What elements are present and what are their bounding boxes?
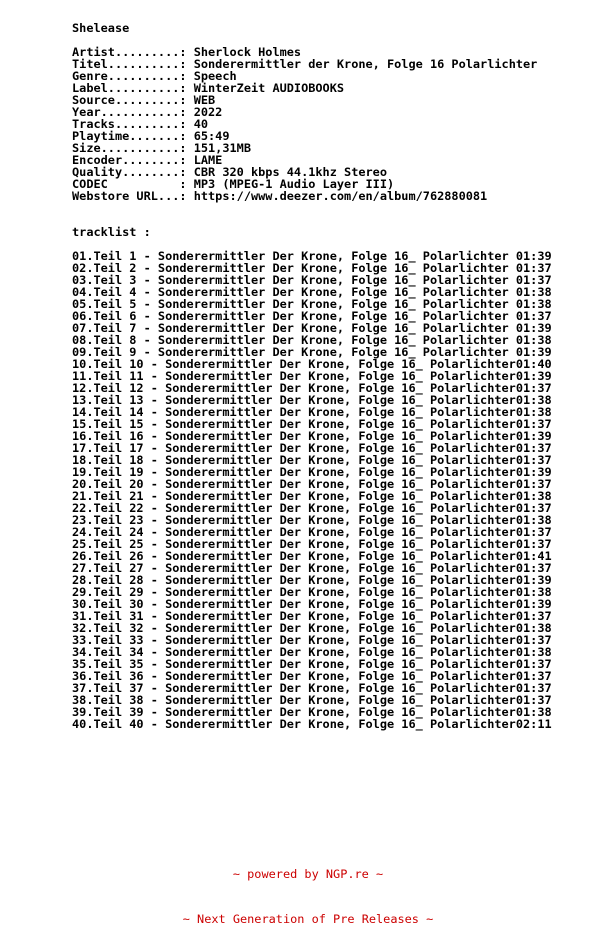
- track-row: 01.Teil 1 - Sonderermittler Der Krone, Folge 16_ Polarlichter 01:39: [72, 249, 552, 263]
- info-key: Artist.........:: [72, 45, 194, 59]
- track-row: 17.Teil 17 - Sonderermittler Der Krone, Folge 16_ Polarlichter01:37: [72, 441, 552, 455]
- track-row: 09.Teil 9 - Sonderermittler Der Krone, Folge 16_ Polarlichter 01:39: [72, 345, 552, 359]
- info-value: MP3 (MPEG-1 Audio Layer III): [193, 177, 395, 191]
- info-key: Genre..........:: [72, 69, 194, 83]
- info-value: 2022: [193, 105, 223, 119]
- info-key: Playtime.......:: [72, 129, 194, 143]
- info-key: Titel..........:: [72, 57, 194, 71]
- track-row: 15.Teil 15 - Sonderermittler Der Krone, Folge 16_ Polarlichter01:37: [72, 417, 552, 431]
- track-row: 26.Teil 26 - Sonderermittler Der Krone, Folge 16_ Polarlichter01:41: [72, 549, 552, 563]
- footer-tagline: ~ Next Generation of Pre Releases ~: [182, 912, 434, 926]
- track-row: 06.Teil 6 - Sonderermittler Der Krone, Folge 16_ Polarlichter 01:37: [72, 309, 552, 323]
- track-row: 10.Teil 10 - Sonderermittler Der Krone, Folge 16_ Polarlichter01:40: [72, 357, 552, 371]
- track-row: 29.Teil 29 - Sonderermittler Der Krone, Folge 16_ Polarlichter01:38: [72, 585, 552, 599]
- tracklist: [72, 250, 552, 730]
- track-row: 22.Teil 22 - Sonderermittler Der Krone, Folge 16_ Polarlichter01:37: [72, 501, 552, 515]
- track-row: 16.Teil 16 - Sonderermittler Der Krone, Folge 16_ Polarlichter01:39: [72, 429, 552, 443]
- track-row: 14.Teil 14 - Sonderermittler Der Krone, Folge 16_ Polarlichter01:38: [72, 405, 552, 419]
- footer: [0, 837, 616, 942]
- track-row: 23.Teil 23 - Sonderermittler Der Krone, Folge 16_ Polarlichter01:38: [72, 513, 552, 527]
- track-row: 19.Teil 19 - Sonderermittler Der Krone, Folge 16_ Polarlichter01:39: [72, 465, 552, 479]
- info-key: Year...........:: [72, 105, 194, 119]
- track-row: 31.Teil 31 - Sonderermittler Der Krone, Folge 16_ Polarlichter01:37: [72, 609, 552, 623]
- info-key: Quality........:: [72, 165, 194, 179]
- track-row: 18.Teil 18 - Sonderermittler Der Krone, Folge 16_ Polarlichter01:37: [72, 453, 552, 467]
- release-title: Shelease: [72, 21, 130, 35]
- info-value: 151,31MB: [193, 141, 251, 155]
- nfo-document: [72, 22, 552, 730]
- info-value: WEB: [193, 93, 216, 107]
- track-row: 33.Teil 33 - Sonderermittler Der Krone, Folge 16_ Polarlichter01:37: [72, 633, 552, 647]
- track-row: 37.Teil 37 - Sonderermittler Der Krone, Folge 16_ Polarlichter01:37: [72, 681, 552, 695]
- track-row: 32.Teil 32 - Sonderermittler Der Krone, Folge 16_ Polarlichter01:38: [72, 621, 552, 635]
- track-row: 39.Teil 39 - Sonderermittler Der Krone, Folge 16_ Polarlichter01:38: [72, 705, 552, 719]
- track-row: 13.Teil 13 - Sonderermittler Der Krone, Folge 16_ Polarlichter01:38: [72, 393, 552, 407]
- track-row: 27.Teil 27 - Sonderermittler Der Krone, Folge 16_ Polarlichter01:37: [72, 561, 552, 575]
- track-row: 12.Teil 12 - Sonderermittler Der Krone, Folge 16_ Polarlichter01:37: [72, 381, 552, 395]
- info-value: CBR 320 kbps 44.1khz Stereo: [193, 165, 387, 179]
- info-value: Sherlock Holmes: [193, 45, 302, 59]
- info-key: Tracks.........:: [72, 117, 194, 131]
- track-row: 04.Teil 4 - Sonderermittler Der Krone, Folge 16_ Polarlichter 01:38: [72, 285, 552, 299]
- track-row: 25.Teil 25 - Sonderermittler Der Krone, Folge 16_ Polarlichter01:37: [72, 537, 552, 551]
- info-value: WinterZeit AUDIOBOOKS: [193, 81, 345, 95]
- info-value: 65:49: [193, 129, 230, 143]
- info-key: Encoder........:: [72, 153, 194, 167]
- info-key: CODEC :: [72, 177, 194, 191]
- track-row: 34.Teil 34 - Sonderermittler Der Krone, Folge 16_ Polarlichter01:38: [72, 645, 552, 659]
- info-row: [72, 190, 552, 202]
- info-value: Sonderermittler der Krone, Folge 16 Polarlichter: [193, 57, 538, 71]
- info-value: https://www.deezer.com/en/album/762880081: [193, 189, 488, 203]
- info-key: Source.........:: [72, 93, 194, 107]
- track-row: 03.Teil 3 - Sonderermittler Der Krone, Folge 16_ Polarlichter 01:37: [72, 273, 552, 287]
- track-row: 24.Teil 24 - Sonderermittler Der Krone, Folge 16_ Polarlichter01:37: [72, 525, 552, 539]
- track-row: 38.Teil 38 - Sonderermittler Der Krone, Folge 16_ Polarlichter01:37: [72, 693, 552, 707]
- track-row: 05.Teil 5 - Sonderermittler Der Krone, Folge 16_ Polarlichter 01:38: [72, 297, 552, 311]
- info-block: [72, 46, 552, 202]
- track-row: 35.Teil 35 - Sonderermittler Der Krone, Folge 16_ Polarlichter01:37: [72, 657, 552, 671]
- blank-line: [72, 202, 552, 214]
- track-row: 02.Teil 2 - Sonderermittler Der Krone, Folge 16_ Polarlichter 01:37: [72, 261, 552, 275]
- track-row: 30.Teil 30 - Sonderermittler Der Krone, Folge 16_ Polarlichter01:39: [72, 597, 552, 611]
- info-key: Label..........:: [72, 81, 194, 95]
- tracklist-heading: tracklist :: [72, 225, 151, 239]
- track-row: 28.Teil 28 - Sonderermittler Der Krone, Folge 16_ Polarlichter01:39: [72, 573, 552, 587]
- footer-powered-by: ~ powered by NGP.re ~: [232, 867, 384, 881]
- track-row: 21.Teil 21 - Sonderermittler Der Krone, Folge 16_ Polarlichter01:38: [72, 489, 552, 503]
- track-row: 11.Teil 11 - Sonderermittler Der Krone, Folge 16_ Polarlichter01:39: [72, 369, 552, 383]
- track-row: 07.Teil 7 - Sonderermittler Der Krone, Folge 16_ Polarlichter 01:39: [72, 321, 552, 335]
- track-row: 20.Teil 20 - Sonderermittler Der Krone, Folge 16_ Polarlichter01:37: [72, 477, 552, 491]
- track-row: 36.Teil 36 - Sonderermittler Der Krone, Folge 16_ Polarlichter01:37: [72, 669, 552, 683]
- info-value: LAME: [193, 153, 223, 167]
- info-value: 40: [193, 117, 209, 131]
- info-value: Speech: [193, 69, 237, 83]
- track-row: 40.Teil 40 - Sonderermittler Der Krone, Folge 16_ Polarlichter02:11: [72, 717, 552, 731]
- track-row: 08.Teil 8 - Sonderermittler Der Krone, Folge 16_ Polarlichter 01:38: [72, 333, 552, 347]
- info-key: Size...........:: [72, 141, 194, 155]
- info-key: Webstore URL...:: [72, 189, 194, 203]
